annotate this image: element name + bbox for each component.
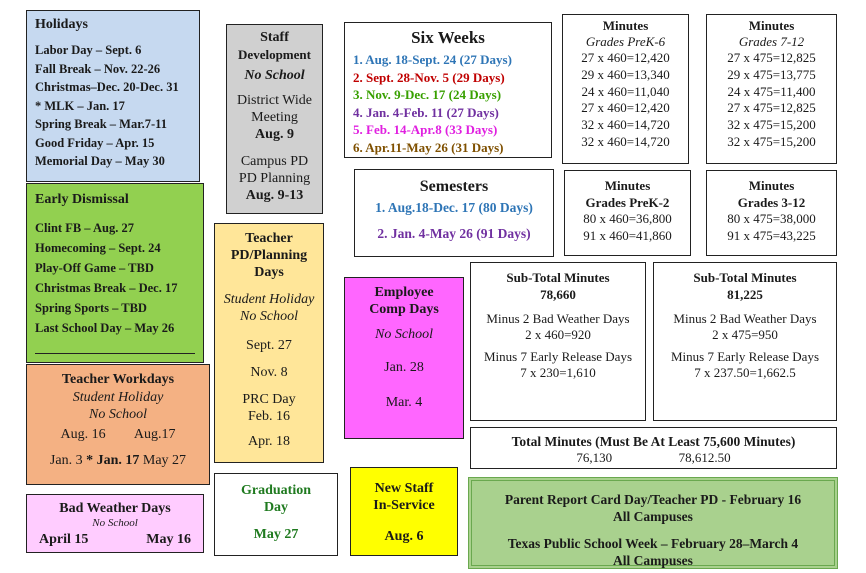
six-weeks-box	[344, 22, 552, 158]
subtotal-minutes-box-b	[653, 262, 837, 421]
new-staff-box	[350, 467, 458, 556]
minutes-grades: Grades PreK-6	[585, 34, 666, 49]
staff-development-line: Campus PD	[240, 154, 309, 169]
parent-report-line: Parent Report Card Day/Teacher PD - February 16	[504, 492, 802, 507]
minutes-row: 29 x 475=13,775	[727, 66, 816, 82]
early-dismissal-item: Christmas Break – Dec. 17	[35, 281, 178, 295]
teacher-workdays-title: Teacher Workdays	[61, 372, 175, 387]
parent-report-line: All Campuses	[613, 509, 693, 524]
total-value: 76,130	[576, 450, 613, 465]
six-weeks-item: 1. Aug. 18-Sept. 24 (27 Days)	[353, 52, 512, 67]
staff-development-date: Aug. 9	[255, 127, 294, 142]
semesters-box	[354, 169, 554, 257]
employee-comp-title: Comp Days	[369, 302, 439, 317]
subtotal-value: 78,660	[540, 287, 576, 302]
semester-item: 1. Aug.18-Dec. 17 (80 Days)	[375, 200, 533, 215]
total-value: 78,612.50	[678, 450, 731, 465]
employee-comp-date: Jan. 28	[384, 360, 424, 375]
parent-report-line: Texas Public School Week – February 28–March 4	[507, 536, 799, 551]
early-dismissal-item: Play-Off Game – TBD	[35, 261, 154, 275]
teacher-workdays-sub2: No School	[89, 407, 147, 422]
minutes-grades: Grades PreK-2	[585, 195, 670, 210]
subtotal-value: 81,225	[727, 287, 763, 302]
minutes-7-12-box	[706, 14, 837, 164]
minutes-row: 80 x 460=36,800	[583, 211, 672, 226]
minutes-prek2-box	[564, 170, 691, 256]
holidays-title: Holidays	[35, 17, 88, 32]
early-dismissal-box	[26, 183, 204, 363]
teacher-pd-line: PRC Day	[242, 392, 296, 407]
bad-weather-date: May 16	[146, 532, 191, 547]
subtotal-line: 2 x 475=950	[712, 327, 778, 342]
early-dismissal-item: Clint FB – Aug. 27	[35, 221, 134, 235]
six-weeks-item: 4. Jan. 4-Feb. 11 (27 Days)	[353, 104, 499, 120]
minutes-row: 80 x 475=38,000	[727, 211, 816, 226]
minutes-title: Minutes	[602, 18, 649, 33]
minutes-row: 91 x 475=43,225	[727, 227, 816, 243]
minutes-row: 27 x 475=12,825	[727, 50, 816, 65]
bad-weather-sub: No School	[92, 517, 138, 529]
subtotal-line: 7 x 230=1,610	[520, 365, 596, 380]
subtotal-line: 2 x 460=920	[525, 327, 591, 342]
teacher-pd-title: Days	[254, 265, 284, 280]
holiday-item: Fall Break – Nov. 22-26	[35, 61, 161, 76]
minutes-row: 27 x 460=12,420	[581, 50, 670, 65]
semester-item: 2. Jan. 4-May 26 (91 Days)	[377, 226, 531, 241]
total-minutes-box	[470, 427, 837, 469]
staff-development-line: PD Planning	[238, 171, 311, 186]
teacher-workdays-box	[26, 364, 210, 485]
subtotal-line: Minus 7 Early Release Days	[670, 349, 820, 364]
holiday-item: * MLK – Jan. 17	[35, 98, 125, 113]
minutes-title: Minutes	[748, 18, 795, 33]
workday-date: May 27	[142, 453, 187, 468]
parent-report-line: All Campuses	[613, 553, 693, 568]
six-weeks-item: 6. Apr.11-May 26 (31 Days)	[353, 139, 504, 155]
holiday-item: Spring Break – Mar.7-11	[35, 117, 167, 131]
parent-report-box	[468, 477, 838, 569]
bad-weather-date: April 15	[39, 532, 89, 547]
subtotal-line: Minus 7 Early Release Days	[483, 349, 633, 364]
subtotal-minutes-box-a	[470, 262, 646, 421]
new-staff-date: Aug. 6	[384, 529, 424, 544]
staff-development-line: District Wide	[237, 93, 312, 108]
workday-date: Jan. 3	[49, 453, 83, 468]
graduation-title: Day	[263, 500, 289, 515]
staff-development-line: Meeting	[251, 110, 298, 125]
teacher-pd-date: Sept. 27	[246, 338, 292, 353]
minutes-row: 27 x 475=12,825	[727, 100, 816, 116]
minutes-prek6-box	[562, 14, 689, 164]
holiday-item: Good Friday – Apr. 15	[35, 135, 155, 150]
divider	[35, 353, 195, 354]
holiday-item: Memorial Day – May 30	[35, 154, 165, 168]
minutes-row: 32 x 460=14,720	[581, 133, 670, 149]
teacher-pd-date: Feb. 16	[248, 409, 290, 424]
early-dismissal-item: Last School Day – May 26	[35, 321, 175, 335]
teacher-pd-title: Teacher	[245, 231, 293, 246]
minutes-row: 32 x 475=15,200	[727, 133, 816, 149]
teacher-pd-box	[214, 223, 324, 463]
employee-comp-title: Employee	[374, 285, 434, 300]
six-weeks-title: Six Weeks	[411, 28, 485, 47]
subtotal-title: Sub-Total Minutes	[506, 270, 610, 285]
minutes-row: 24 x 475=11,400	[727, 83, 816, 99]
teacher-pd-title: PD/Planning	[230, 248, 308, 263]
workday-date-mlk: * Jan. 17	[86, 453, 140, 468]
minutes-title: Minutes	[748, 178, 795, 193]
early-dismissal-title: Early Dismissal	[35, 192, 129, 207]
minutes-row: 91 x 460=41,860	[583, 227, 672, 243]
subtotal-line: Minus 2 Bad Weather Days	[673, 311, 817, 326]
bad-weather-box	[26, 494, 204, 553]
minutes-grades: Grades 3-12	[737, 195, 806, 210]
employee-comp-sub: No School	[375, 327, 433, 342]
employee-comp-box	[344, 277, 464, 439]
staff-development-box	[226, 24, 323, 214]
teacher-pd-sub: No School	[240, 309, 298, 324]
semesters-title: Semesters	[419, 178, 489, 195]
graduation-box	[214, 473, 338, 556]
holiday-item: Labor Day – Sept. 6	[35, 43, 142, 57]
early-dismissal-item: Spring Sports – TBD	[35, 301, 147, 315]
total-title: Total Minutes (Must Be At Least 75,600 Minutes)	[511, 434, 796, 449]
six-weeks-item: 2. Sept. 28-Nov. 5 (29 Days)	[353, 69, 505, 85]
subtotal-title: Sub-Total Minutes	[693, 270, 797, 285]
staff-development-title: Staff	[260, 30, 289, 45]
new-staff-title: In-Service	[373, 498, 435, 513]
staff-development-title: Development	[238, 47, 311, 62]
teacher-pd-date: Nov. 8	[250, 365, 288, 380]
minutes-row: 32 x 475=15,200	[727, 117, 816, 133]
graduation-title: Graduation	[240, 483, 311, 498]
staff-development-date: Aug. 9-13	[245, 188, 304, 203]
teacher-pd-sub: Student Holiday	[223, 292, 315, 307]
minutes-grades: Grades 7-12	[738, 34, 805, 49]
minutes-row: 32 x 460=14,720	[581, 117, 670, 133]
subtotal-line: 7 x 237.50=1,662.5	[694, 365, 796, 380]
bad-weather-title: Bad Weather Days	[59, 501, 171, 516]
teacher-pd-date: Apr. 18	[248, 434, 290, 449]
minutes-row: 29 x 460=13,340	[581, 66, 670, 82]
holiday-item: Christmas–Dec. 20-Dec. 31	[35, 80, 179, 94]
minutes-row: 27 x 460=12,420	[581, 100, 670, 116]
teacher-workdays-sub1: Student Holiday	[72, 390, 164, 405]
six-weeks-item: 3. Nov. 9-Dec. 17 (24 Days)	[353, 87, 502, 102]
workday-date: Aug. 16	[60, 427, 106, 442]
minutes-row: 24 x 460=11,040	[581, 83, 670, 99]
minutes-3-12-box	[706, 170, 837, 256]
subtotal-line: Minus 2 Bad Weather Days	[486, 311, 630, 326]
new-staff-title: New Staff	[374, 481, 434, 496]
staff-development-sub: No School	[244, 68, 305, 83]
early-dismissal-item: Homecoming – Sept. 24	[35, 241, 161, 255]
six-weeks-item: 5. Feb. 14-Apr.8 (33 Days)	[353, 122, 498, 137]
graduation-date: May 27	[253, 527, 299, 542]
workday-date: Aug.17	[133, 427, 176, 442]
holidays-box	[26, 10, 200, 182]
minutes-title: Minutes	[604, 178, 651, 193]
employee-comp-date: Mar. 4	[385, 395, 423, 410]
